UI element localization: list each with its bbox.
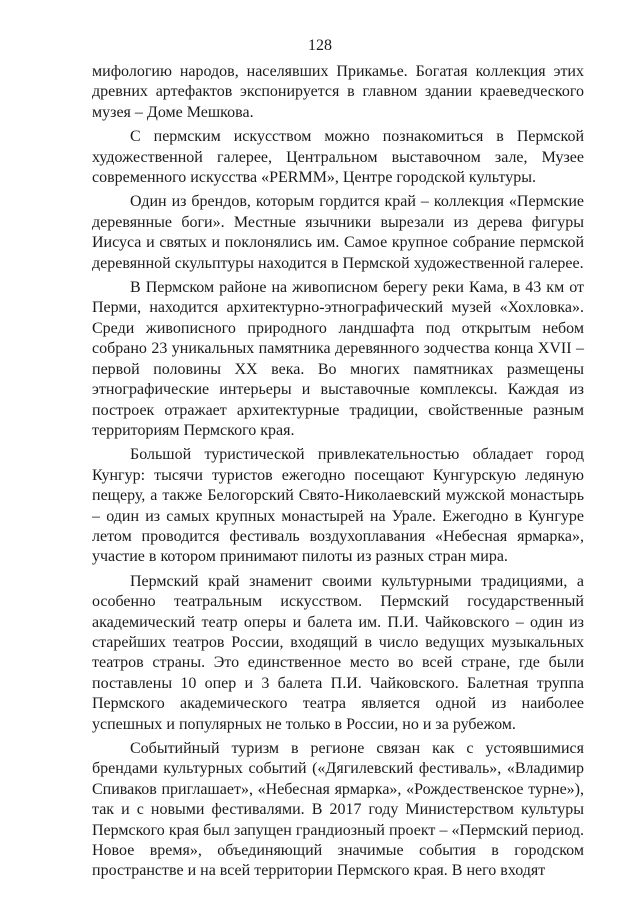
paragraph-wooden-gods: Один из брендов, которым гордится край – коллекция «Пермские деревянные боги». Местные язычники вырезали из дерева фигуры Иисуса и святых и поклонялись им. Самое крупное собрание пермской деревянной скульптуры находится в Пермской художественной галерее. [92, 193, 584, 272]
document-body [92, 62, 584, 886]
paragraph-khokhlovka: В Пермском районе на живописном берегу реки Кама, в 43 км от Перми, находится архитектурно-этнографический музей «Хохловка». Среди живописного природного ландшафта под открытым небом собрано 23 уникальных памятника деревянного зодчества конца XVII – первой половины XX века. Во многих памятниках размещены этнографические интерьеры и выставочные комплексы. Каждая из построек отражает архитектурные традиции, свойственные разным территориям Пермского края. [92, 279, 584, 439]
paragraph-museum-continuation: мифологию народов, населявших Прикамье. Богатая коллекция этих древних артефактов экспонируется в главном здании краеведческого музея – Доме Мешкова. [92, 63, 584, 121]
page-number: 128 [308, 37, 332, 54]
paragraph-art-venues: С пермским искусством можно познакомиться в Пермской художественной галерее, Центральном выставочном зале, Музее современного искусства «PERMM», Центре городской культуры. [92, 128, 584, 187]
paragraph-kungur: Большой туристической привлекательностью обладает город Кунгур: тысячи туристов ежегодно посещают Кунгурскую ледяную пещеру, а также Белогорский Свято-Николаевский мужской монастырь – один из самых крупных монастырей на Урале. Ежегодно в Кунгуре летом проводится фестиваль воздухоплавания «Небесная ярмарка», участие в котором принимают пилоты из разных стран мира. [92, 446, 584, 566]
paragraph-event-tourism: Событийный туризм в регионе связан как с устоявшимися брендами культурных событий («Дягилевский фестиваль», «Владимир Спиваков приглашает», «Небесная ярмарка», «Рождественское турне»), так и с новыми фестивалями. В 2017 году Министерством культуры Пермского края был запущен грандиозный проект – «Пермский период. Новое время», объединяющий значимые события в городском пространстве и на всей территории Пермского края. В него входят [92, 740, 584, 880]
paragraph-theatre: Пермский край знаменит своими культурными традициями, а особенно театральным искусством. Пермский государственный академический театр оперы и балета им. П.И. Чайковского – один из старейших театров России, входящий в число ведущих музыкальных театров страны. Это единственное место во всей стране, где были поставлены 10 опер и 3 балета П.И. Чайковского. Балетная труппа Пермского академического театра является одной из наиболее успешных и популярных не только в России, но и за рубежом. [92, 572, 584, 733]
